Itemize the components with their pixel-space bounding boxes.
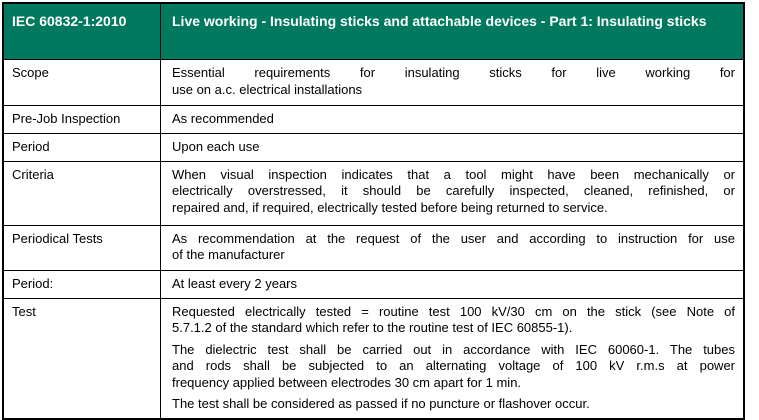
text-line: At least every 2 years: [172, 275, 297, 291]
paragraph: [172, 65, 735, 98]
table-header-row: [4, 4, 743, 59]
text-line: Upon each use: [172, 138, 260, 154]
row-value: [161, 134, 743, 161]
table-row: [4, 270, 743, 298]
text-line: Essential requirements for insulating sticks for live working for: [172, 65, 735, 80]
standard-title: Live working - Insulating sticks and attachable devices - Part 1: Insulating sticks: [172, 13, 707, 29]
paragraph: [172, 304, 735, 337]
text-line: repaired and, if required, electrically tested before being returned to service.: [172, 199, 608, 215]
text-line: of the manufacturer: [172, 247, 285, 262]
row-value: [161, 226, 743, 270]
row-label: Scope: [4, 60, 161, 105]
paragraph: [172, 396, 735, 413]
table-row: [4, 298, 743, 418]
paragraph: [172, 231, 735, 264]
text-line: use on a.c. electrical installations: [172, 81, 363, 97]
text-line: The dielectric test shall be carried out in accordance with IEC 60060-1. The tubes: [172, 341, 735, 357]
row-value: [161, 162, 743, 225]
row-label: Period: [4, 134, 161, 161]
text-line: Requested electrically tested = routine test 100 kV/30 cm on the stick (see Note of: [172, 303, 735, 319]
text-line: electrically overstressed, it should be carefully inspected, cleaned, refinished, or: [172, 183, 735, 198]
table-row: [4, 225, 743, 270]
row-label: Periodical Tests: [4, 226, 161, 270]
text-line: As recommended: [172, 111, 274, 126]
row-label: Pre-Job Inspection: [4, 106, 161, 133]
text-line: 5.7.1.2 of the standard which refer to the routine test of IEC 60855-1).: [172, 320, 573, 335]
text-line: and rods shall be subjected to an alternating voltage of 100 kV r.m.s at power: [172, 358, 735, 373]
table-row: [4, 59, 743, 105]
row-value: [161, 271, 743, 298]
paragraph: [172, 342, 735, 392]
row-value: [161, 106, 743, 133]
text-line: frequency applied between electrodes 30 cm apart for 1 min.: [172, 374, 522, 390]
row-value: [161, 60, 743, 105]
text-line: The test shall be considered as passed if no puncture or flashover occur.: [172, 396, 590, 411]
table-row: [4, 133, 743, 161]
table-row: [4, 161, 743, 225]
row-label: Test: [4, 299, 161, 418]
standard-id: IEC 60832-1:2010: [4, 4, 161, 59]
table-row: [4, 105, 743, 133]
text-line: When visual inspection indicates that a tool might have been mechanically or: [172, 166, 735, 182]
paragraph: [172, 111, 735, 128]
row-label: Period:: [4, 271, 161, 298]
iec-standard-table: [2, 2, 745, 420]
row-value: [161, 299, 743, 418]
paragraph: [172, 276, 735, 293]
paragraph: [172, 167, 735, 217]
text-line: As recommendation at the request of the user and according to instruction for use: [172, 230, 735, 246]
row-label: Criteria: [4, 162, 161, 225]
paragraph: [172, 139, 735, 156]
